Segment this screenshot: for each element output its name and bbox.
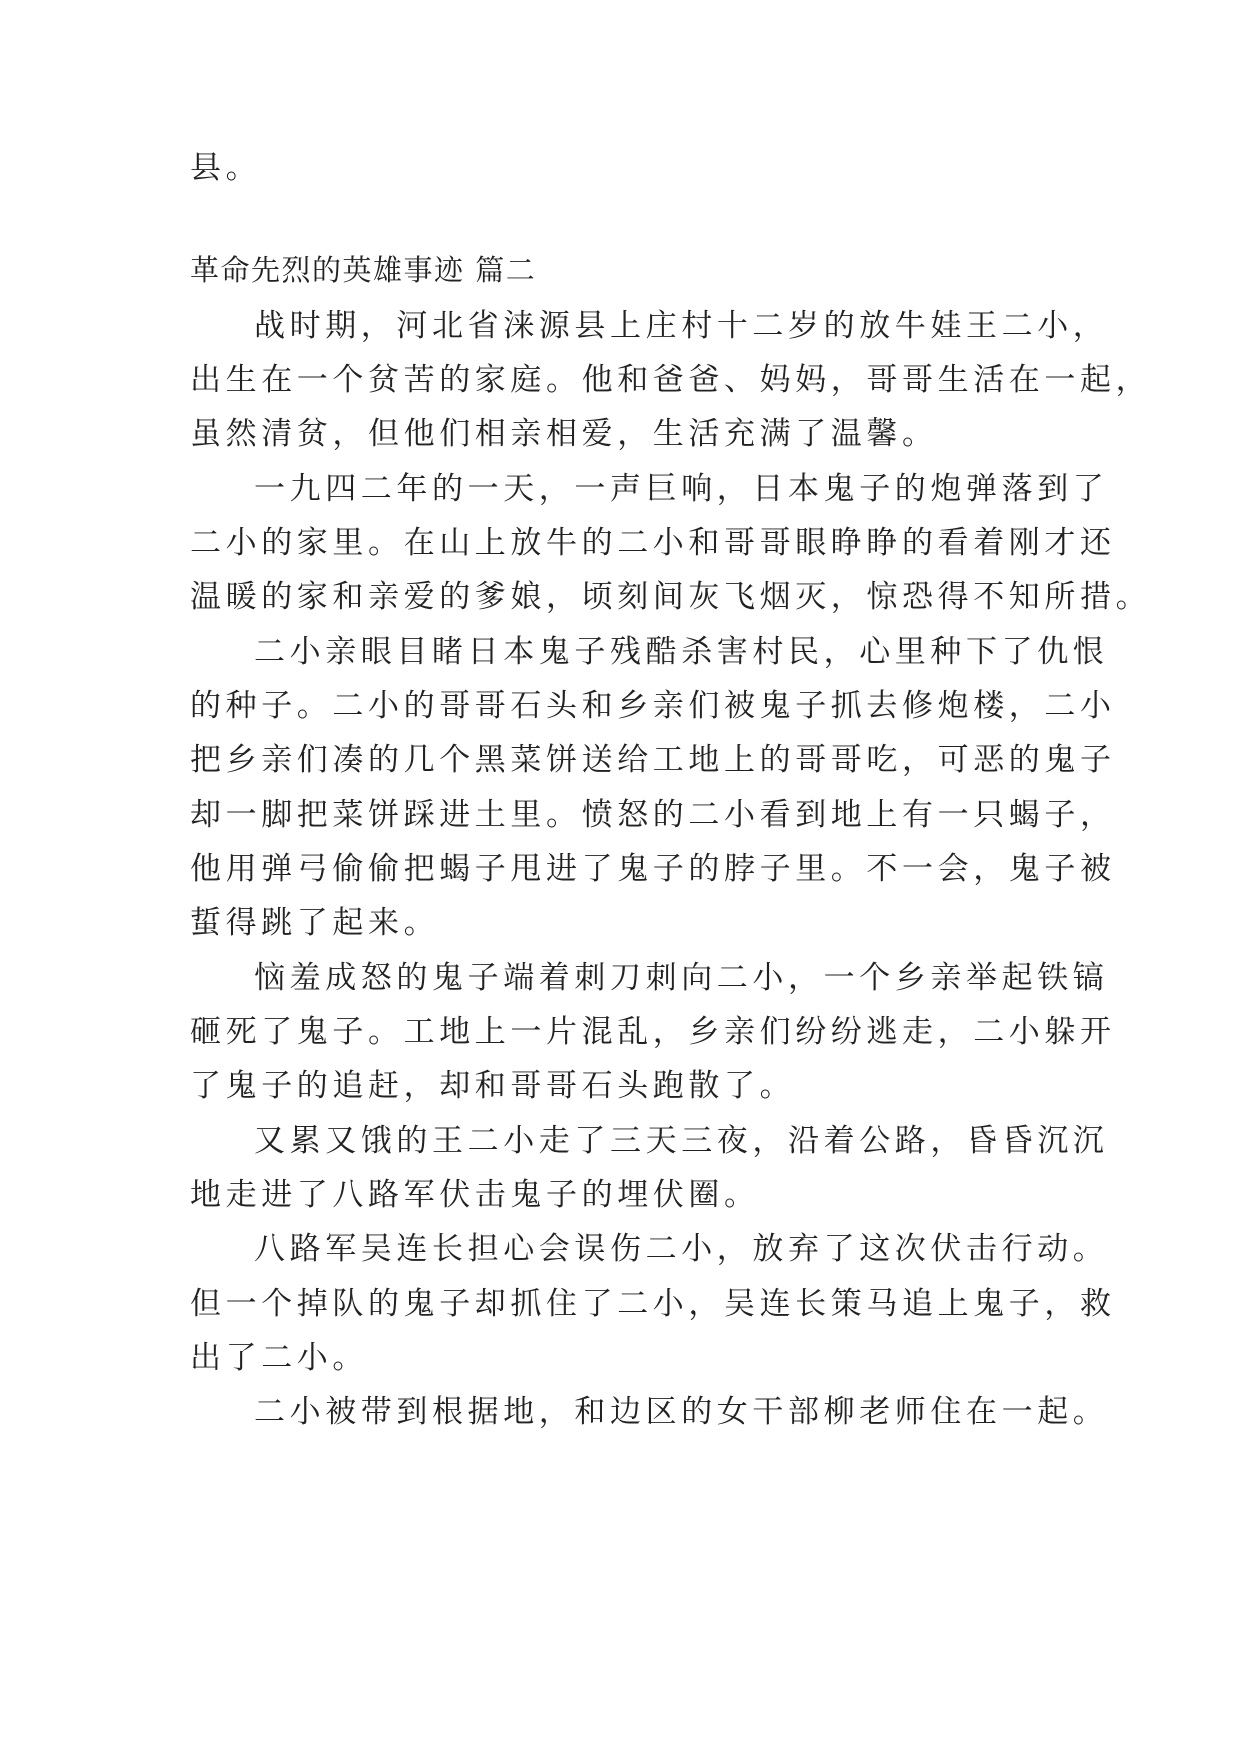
paragraph-line: 砸死了鬼子。工地上一片混乱，乡亲们纷纷逃走，二小躲开 [190,1014,1116,1050]
paragraph-line: 出了二小。 [190,1340,368,1376]
paragraph-line: 二小亲眼目睹日本鬼子残酷杀害村民，心里种下了仇恨 [254,634,1109,670]
section-title: 革命先烈的英雄事迹 篇二 [190,253,537,287]
paragraph-end-line: 县。 [190,150,262,186]
paragraph-line: 了鬼子的追赶，却和哥哥石头跑散了。 [190,1068,796,1104]
paragraph-line: 他用弹弓偷偷把蝎子甩进了鬼子的脖子里。不一会，鬼子被 [190,851,1116,887]
paragraph-line: 的种子。二小的哥哥石头和乡亲们被鬼子抓去修炮楼，二小 [190,688,1116,724]
paragraph-line: 二小被带到根据地，和边区的女干部柳老师住在一起。 [254,1394,1109,1430]
paragraph-line: 八路军吴连长担心会误伤二小，放弃了这次伏击行动。 [254,1231,1109,1267]
paragraph-line: 战时期，河北省涞源县上庄村十二岁的放牛娃王二小， [254,308,1109,344]
paragraph-line: 但一个掉队的鬼子却抓住了二小，吴连长策马追上鬼子，救 [190,1286,1116,1322]
paragraph-line: 又累又饿的王二小走了三天三夜，沿着公路，昏昏沉沉 [254,1123,1109,1159]
paragraph-line: 一九四二年的一天，一声巨响，日本鬼子的炮弹落到了 [254,471,1109,507]
paragraph-line: 恼羞成怒的鬼子端着刺刀刺向二小，一个乡亲举起铁镐 [254,960,1109,996]
paragraph-line: 出生在一个贫苦的家庭。他和爸爸、妈妈，哥哥生活在一起， [190,362,1152,398]
paragraph-line: 把乡亲们凑的几个黑菜饼送给工地上的哥哥吃，可恶的鬼子 [190,742,1116,778]
paragraph-line: 蜇得跳了起来。 [190,905,440,941]
paragraph-line: 地走进了八路军伏击鬼子的埋伏圈。 [190,1177,760,1213]
paragraph-line: 温暖的家和亲爱的爹娘，顷刻间灰飞烟灭，惊恐得不知所措。 [190,579,1152,615]
paragraph-line: 虽然清贫，但他们相亲相爱，生活充满了温馨。 [190,416,938,452]
paragraph-line: 却一脚把菜饼踩进土里。愤怒的二小看到地上有一只蝎子， [190,797,1116,833]
paragraph-line: 二小的家里。在山上放牛的二小和哥哥眼睁睁的看着刚才还 [190,525,1116,561]
